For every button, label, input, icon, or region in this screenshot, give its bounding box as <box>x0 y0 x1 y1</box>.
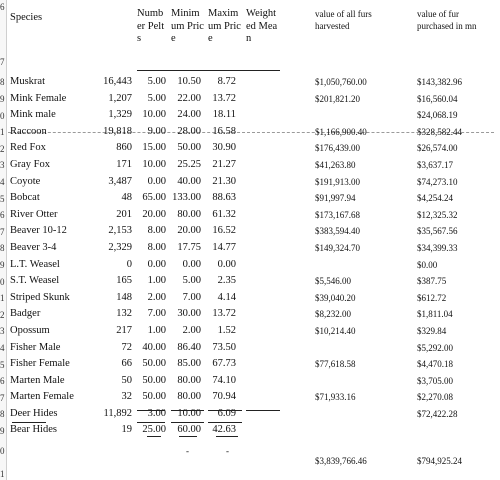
value-harvested-cell: $176,439.00 <box>315 143 360 154</box>
weighted-mean-cell: 70.94 <box>212 391 236 403</box>
value-purchased-cell: $12,325.32 <box>417 209 458 220</box>
min-price-cell: 25.00 <box>142 424 166 436</box>
weighted-mean-cell: 30.90 <box>212 142 236 154</box>
pelts-cell: 48 <box>121 192 132 204</box>
data-table <box>0 74 500 439</box>
dash-mark: - <box>186 446 189 456</box>
total-underline <box>208 410 242 411</box>
pelts-cell: 16,443 <box>103 76 132 87</box>
row-number: 6 <box>0 2 5 12</box>
pelts-cell: 0 <box>126 258 132 270</box>
min-price-cell: 15.00 <box>142 142 166 154</box>
blank-underline <box>147 436 161 437</box>
row-number: 9 <box>0 425 5 436</box>
weighted-mean-cell: 2.35 <box>217 275 236 287</box>
max-price-cell: 10.50 <box>177 76 201 87</box>
value-purchased-cell: $612.72 <box>417 292 447 303</box>
species-cell: Opossum <box>10 324 50 336</box>
table-row <box>0 207 500 224</box>
value-purchased-cell: $24,068.19 <box>417 110 458 121</box>
pelts-cell: 19,818 <box>103 125 132 137</box>
value-purchased-cell: $387.75 <box>417 276 447 287</box>
pelts-cell: 50 <box>121 374 132 386</box>
value-harvested-cell: $201,821.20 <box>315 93 360 104</box>
table-row <box>0 373 500 390</box>
value-purchased-cell: $4,254.24 <box>417 193 453 204</box>
row-number: 3 <box>0 160 5 171</box>
species-cell: Raccoon <box>10 125 47 137</box>
total-underline <box>246 410 280 411</box>
value-harvested-cell: $39,040.20 <box>315 292 356 303</box>
row-number: 5 <box>0 193 5 204</box>
min-price-cell: 8.00 <box>147 225 166 237</box>
min-price-cell: 10.00 <box>142 109 166 121</box>
species-cell: Mink male <box>10 109 56 121</box>
blank-underline <box>216 436 238 437</box>
max-price-cell: 25.25 <box>177 158 201 170</box>
header-value: value of all furs harvested <box>315 9 372 31</box>
pelts-cell: 1,207 <box>108 92 132 104</box>
table-row <box>0 124 500 141</box>
species-cell: Coyote <box>10 175 41 187</box>
row-number: 9 <box>0 259 5 270</box>
max-price-cell: 5.00 <box>182 275 201 287</box>
min-price-cell: 10.00 <box>142 158 166 170</box>
row-number: 6 <box>0 210 5 221</box>
weighted-mean-cell: 74.10 <box>212 374 236 386</box>
pelts-cell: 32 <box>121 391 132 403</box>
pelts-cell: 2,329 <box>108 241 132 253</box>
row-number: 7 <box>0 392 5 403</box>
weighted-mean-cell: 13.72 <box>212 308 236 320</box>
header-purchased: value of fur purchased in mn <box>417 9 477 31</box>
pelts-cell: 860 <box>116 142 132 154</box>
max-price-cell: 85.00 <box>177 358 201 370</box>
row-number: 4 <box>0 176 5 187</box>
species-cell: Gray Fox <box>10 158 50 170</box>
min-price-cell: 3.00 <box>147 407 166 419</box>
value-purchased-cell: $16,560.04 <box>417 93 458 104</box>
min-price-cell: 20.00 <box>142 208 166 220</box>
value-harvested-cell: $91,997.94 <box>315 193 356 204</box>
pelts-cell: 165 <box>116 275 132 287</box>
species-cell: Mink Female <box>10 92 67 104</box>
total-purchased: $794,925.24 <box>417 456 462 466</box>
min-price-cell: 0.00 <box>147 175 166 187</box>
value-harvested-cell: $41,263.80 <box>315 159 356 170</box>
max-price-cell: 86.40 <box>177 341 201 353</box>
min-price-cell: 8.00 <box>147 241 166 253</box>
pelts-cell: 11,892 <box>103 407 132 419</box>
weighted-mean-cell: 73.50 <box>212 341 236 353</box>
table-row <box>0 91 500 108</box>
max-price-cell: 2.00 <box>182 324 201 336</box>
species-cell: Marten Female <box>10 391 74 403</box>
species-cell: Muskrat <box>10 76 45 87</box>
value-harvested-cell: $149,324.70 <box>315 242 360 253</box>
max-price-cell: 28.00 <box>177 125 201 137</box>
row-number: 8 <box>0 77 5 88</box>
species-cell: Striped Skunk <box>10 291 70 303</box>
table-row <box>0 140 500 157</box>
value-purchased-cell: $328,582.44 <box>417 126 462 137</box>
weighted-mean-cell: 18.11 <box>212 109 236 121</box>
min-price-cell: 1.00 <box>147 275 166 287</box>
value-harvested-cell: $1,050,760.00 <box>315 77 367 87</box>
pelts-cell: 148 <box>116 291 132 303</box>
row-number: 3 <box>0 326 5 337</box>
min-price-cell: 65.00 <box>142 192 166 204</box>
weighted-mean-cell: 4.14 <box>217 291 236 303</box>
row-number: 7 <box>0 57 5 67</box>
pelts-cell: 66 <box>121 358 132 370</box>
max-price-cell: 30.00 <box>177 308 201 320</box>
species-cell: Fisher Female <box>10 358 70 370</box>
weighted-mean-cell: 16.52 <box>212 225 236 237</box>
row-number: 0 <box>0 110 5 121</box>
min-price-cell: 9.00 <box>147 125 166 137</box>
table-row <box>0 74 500 91</box>
value-purchased-cell: $35,567.56 <box>417 226 458 237</box>
table-row <box>0 257 500 274</box>
pelts-cell: 217 <box>116 324 132 336</box>
value-purchased-cell: $34,399.33 <box>417 242 458 253</box>
max-price-cell: 0.00 <box>182 258 201 270</box>
value-purchased-cell: $72,422.28 <box>417 408 458 419</box>
weighted-mean-cell: 61.32 <box>212 208 236 220</box>
value-harvested-cell: $10,214.40 <box>315 325 356 336</box>
table-row <box>0 223 500 240</box>
weighted-mean-cell: 21.27 <box>212 158 236 170</box>
value-harvested-cell: $173,167.68 <box>315 209 360 220</box>
value-harvested-cell: $191,913.00 <box>315 176 360 187</box>
row-number: 5 <box>0 359 5 370</box>
weighted-mean-cell: 14.77 <box>212 241 236 253</box>
row-number: 1 <box>0 469 5 479</box>
blank-underline <box>137 422 165 423</box>
max-price-cell: 80.00 <box>177 391 201 403</box>
weighted-mean-cell: 6.09 <box>217 407 236 419</box>
value-purchased-cell: $3,705.00 <box>417 375 453 386</box>
value-purchased-cell: $74,273.10 <box>417 176 458 187</box>
header-species: Species <box>10 12 43 23</box>
row-number: 6 <box>0 376 5 387</box>
weighted-mean-cell: 88.63 <box>212 192 236 204</box>
min-price-cell: 5.00 <box>147 92 166 104</box>
max-price-cell: 10.00 <box>177 407 201 419</box>
weighted-mean-cell: 0.00 <box>217 258 236 270</box>
min-price-cell: 50.00 <box>142 358 166 370</box>
species-cell: Beaver 10-12 <box>10 225 67 237</box>
value-harvested-cell: $1,166,900.40 <box>315 126 367 137</box>
row-number: 8 <box>0 243 5 254</box>
value-purchased-cell: $26,574.00 <box>417 143 458 154</box>
min-price-cell: 50.00 <box>142 391 166 403</box>
max-price-cell: 22.00 <box>177 92 201 104</box>
value-harvested-cell: $383,594.40 <box>315 226 360 237</box>
species-cell: Bear Hides <box>10 424 57 436</box>
row-number: 8 <box>0 409 5 420</box>
table-row <box>0 406 500 423</box>
weighted-mean-cell: 1.52 <box>217 324 236 336</box>
table-row <box>0 190 500 207</box>
weighted-mean-cell: 16.58 <box>212 125 236 137</box>
min-price-cell: 0.00 <box>147 258 166 270</box>
table-row <box>0 157 500 174</box>
species-cell: L.T. Weasel <box>10 258 60 270</box>
min-price-cell: 2.00 <box>147 291 166 303</box>
max-price-cell: 133.00 <box>172 192 201 204</box>
species-cell: Beaver 3-4 <box>10 241 57 253</box>
species-cell: Deer Hides <box>10 407 58 419</box>
weighted-mean-cell: 13.72 <box>212 92 236 104</box>
max-price-cell: 50.00 <box>177 142 201 154</box>
pelts-cell: 2,153 <box>108 225 132 237</box>
row-number: 2 <box>0 143 5 154</box>
max-price-cell: 80.00 <box>177 208 201 220</box>
value-purchased-cell: $4,470.18 <box>417 359 453 370</box>
species-cell: River Otter <box>10 208 58 220</box>
table-row <box>0 273 500 290</box>
blank-underline <box>171 422 204 423</box>
table-row <box>0 340 500 357</box>
max-price-cell: 17.75 <box>177 241 201 253</box>
min-price-cell: 50.00 <box>142 374 166 386</box>
value-purchased-cell: $3,637.17 <box>417 159 453 170</box>
table-row <box>0 174 500 191</box>
table-row <box>0 290 500 307</box>
row-number: 1 <box>0 293 5 304</box>
total-value: $3,839,766.46 <box>315 456 367 466</box>
header-min: Minimum Price <box>171 8 204 44</box>
max-price-cell: 24.00 <box>177 109 201 121</box>
weighted-mean-cell: 42.63 <box>212 424 236 436</box>
value-harvested-cell: $5,546.00 <box>315 276 351 287</box>
pelts-cell: 3,487 <box>108 175 132 187</box>
value-harvested-cell: $8,232.00 <box>315 309 351 320</box>
pelts-cell: 1,329 <box>108 109 132 121</box>
value-purchased-cell: $0.00 <box>417 259 438 270</box>
weighted-mean-cell: 8.72 <box>217 76 236 87</box>
row-number: 9 <box>0 93 5 104</box>
species-cell: Fisher Male <box>10 341 61 353</box>
value-purchased-cell: $2,270.08 <box>417 392 453 403</box>
total-underline <box>137 410 165 411</box>
weighted-mean-cell: 67.73 <box>212 358 236 370</box>
value-purchased-cell: $143,382.96 <box>417 77 462 87</box>
pelts-cell: 201 <box>116 208 132 220</box>
header-weighted: Weighted Mean <box>246 8 278 44</box>
table-row <box>0 306 500 323</box>
row-number: 0 <box>0 276 5 287</box>
weighted-mean-cell: 21.30 <box>212 175 236 187</box>
row-number: 4 <box>0 342 5 353</box>
pelts-cell: 171 <box>116 158 132 170</box>
total-underline <box>171 410 204 411</box>
max-price-cell: 80.00 <box>177 374 201 386</box>
value-harvested-cell: $77,618.58 <box>315 359 356 370</box>
species-cell: Red Fox <box>10 142 46 154</box>
min-price-cell: 7.00 <box>147 308 166 320</box>
value-purchased-cell: $329.84 <box>417 325 447 336</box>
header-pelts: Number Pelts <box>137 8 165 44</box>
table-row <box>0 356 500 373</box>
dash-mark: - <box>226 446 229 456</box>
header-max: Maximum Price <box>208 8 241 44</box>
blank-underline <box>12 422 46 423</box>
pelts-cell: 72 <box>121 341 132 353</box>
value-harvested-cell: $71,933.16 <box>315 392 356 403</box>
max-price-cell: 40.00 <box>177 175 201 187</box>
table-row <box>0 422 500 439</box>
species-cell: Marten Male <box>10 374 65 386</box>
table-row <box>0 107 500 124</box>
table-row <box>0 240 500 257</box>
blank-underline <box>179 436 197 437</box>
species-cell: Bobcat <box>10 192 40 204</box>
table-row <box>0 323 500 340</box>
row-number: 2 <box>0 309 5 320</box>
species-cell: Badger <box>10 308 41 320</box>
pelts-cell: 132 <box>116 308 132 320</box>
blank-underline <box>208 422 242 423</box>
row-number: 0 <box>0 446 5 456</box>
max-price-cell: 60.00 <box>177 424 201 436</box>
min-price-cell: 1.00 <box>147 324 166 336</box>
min-price-cell: 5.00 <box>147 76 166 87</box>
table-row <box>0 389 500 406</box>
pelts-cell: 19 <box>121 424 132 436</box>
row-number: 7 <box>0 226 5 237</box>
max-price-cell: 7.00 <box>182 291 201 303</box>
min-price-cell: 40.00 <box>142 341 166 353</box>
max-price-cell: 20.00 <box>177 225 201 237</box>
row-number: 1 <box>0 127 5 138</box>
header-underline <box>137 70 280 71</box>
species-cell: S.T. Weasel <box>10 275 60 287</box>
value-purchased-cell: $1,811.04 <box>417 309 453 320</box>
value-purchased-cell: $5,292.00 <box>417 342 453 353</box>
